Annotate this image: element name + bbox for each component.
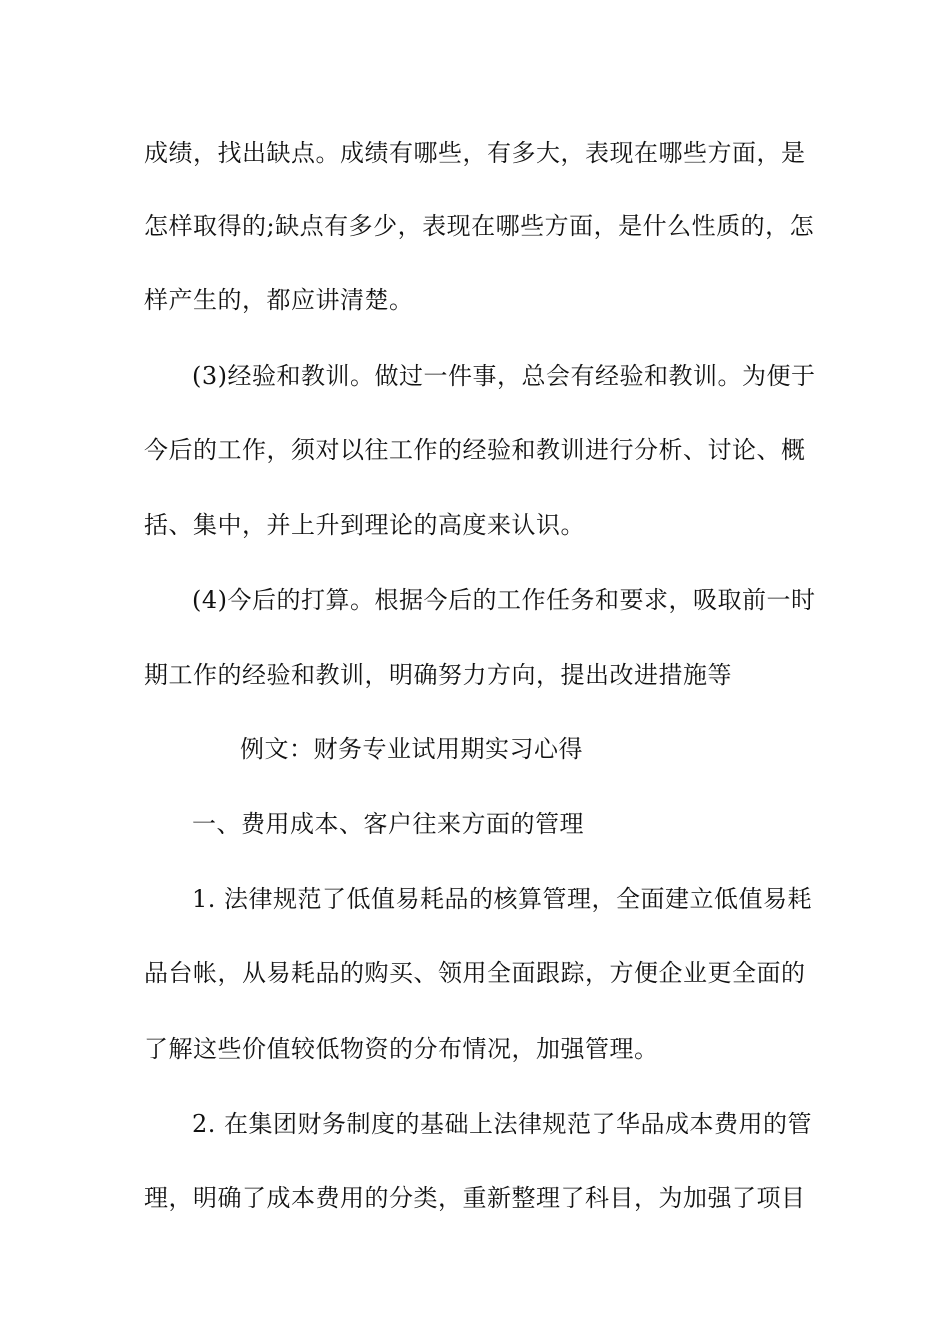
text-line: 理，明确了成本费用的分类，重新整理了科目，为加强了项目 — [144, 1184, 806, 1212]
text-line: 了解这些价值较低物资的分布情况，加强管理。 — [144, 1035, 659, 1063]
list-item-1: 1. 法律规范了低值易耗品的核算管理，全面建立低值易耗 — [192, 885, 813, 913]
text-line: 期工作的经验和教训，明确努力方向，提出改进措施等 — [144, 661, 732, 689]
text-line: 品台帐，从易耗品的购买、领用全面跟踪，方便企业更全面的 — [144, 959, 806, 987]
text-line: 怎样取得的;缺点有多少，表现在哪些方面，是什么性质的，怎 — [144, 212, 815, 240]
list-item-2: 2. 在集团财务制度的基础上法律规范了华品成本费用的管 — [192, 1110, 813, 1138]
text-line: 括、集中，并上升到理论的高度来认识。 — [144, 511, 585, 539]
paragraph-4-heading: (4)今后的打算。根据今后的工作任务和要求，吸取前一时 — [192, 586, 816, 614]
example-title: 例文：财务专业试用期实习心得 — [240, 735, 583, 763]
text-line: 成绩，找出缺点。成绩有哪些，有多大，表现在哪些方面，是 — [144, 139, 806, 167]
text-line: 今后的工作，须对以往工作的经验和教训进行分析、讨论、概 — [144, 436, 806, 464]
paragraph-3-heading: (3)经验和教训。做过一件事，总会有经验和教训。为便于 — [192, 362, 816, 390]
section-heading: 一、费用成本、客户往来方面的管理 — [192, 810, 584, 838]
text-line: 样产生的，都应讲清楚。 — [144, 286, 414, 314]
